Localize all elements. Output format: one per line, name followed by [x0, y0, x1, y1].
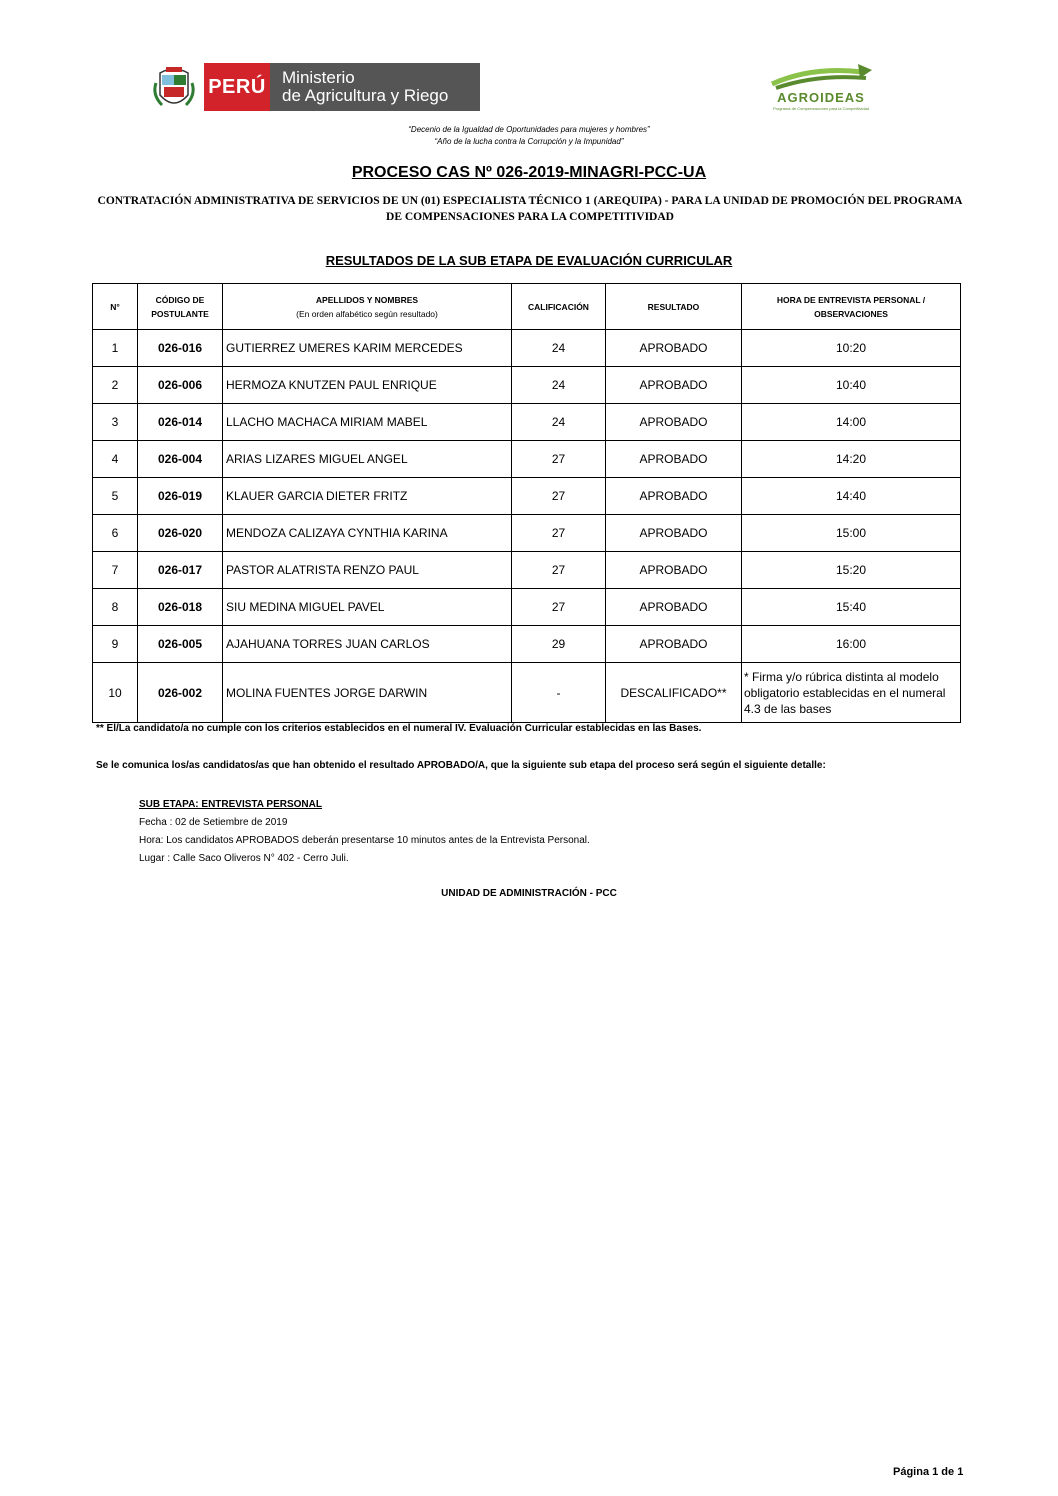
row-code: 026-018 [138, 589, 223, 626]
row-score: 27 [512, 515, 606, 552]
row-num: 4 [93, 441, 138, 478]
row-score: 29 [512, 626, 606, 663]
table-row [93, 515, 961, 552]
interview-time-note: Hora: Los candidatos APROBADOS deberán presentarse 10 minutos antes de la Entrevista Personal. [139, 835, 590, 846]
table-row [93, 441, 961, 478]
row-num: 5 [93, 478, 138, 515]
row-time: 10:40 [742, 367, 961, 404]
ministry-line1: Ministerio [282, 68, 355, 87]
row-code: 026-002 [138, 663, 223, 723]
row-score: 27 [512, 589, 606, 626]
header-name-line1: APELLIDOS Y NOMBRES [315, 294, 419, 305]
row-result: APROBADO [606, 367, 742, 404]
row-code: 026-017 [138, 552, 223, 589]
row-name: MENDOZA CALIZAYA CYNTHIA KARINA [223, 515, 512, 552]
agroideas-name: AGROIDEAS [777, 90, 865, 105]
interview-place: Lugar : Calle Saco Oliveros N° 402 - Cerro Juli. [139, 853, 349, 864]
ministry-logo [204, 63, 480, 111]
decade-quote: “Decenio de la Igualdad de Oportunidades para mujeres y hombres” [408, 125, 650, 134]
row-score: 27 [512, 478, 606, 515]
row-time: 14:20 [742, 441, 961, 478]
row-num: 3 [93, 404, 138, 441]
year-quote: “Año de la lucha contra la Corrupción y la Impunidad” [434, 137, 624, 146]
row-code: 026-019 [138, 478, 223, 515]
footnote: ** El/La candidato/a no cumple con los criterios establecidos en el numeral IV. Evaluación Curricular establecidas en las Bases. [96, 723, 702, 734]
peru-label: PERÚ [204, 63, 270, 111]
row-time: 15:00 [742, 515, 961, 552]
header-time-line1: HORA DE ENTREVISTA PERSONAL / [776, 294, 926, 305]
row-code: 026-006 [138, 367, 223, 404]
row-name: PASTOR ALATRISTA RENZO PAUL [223, 552, 512, 589]
row-score: 27 [512, 441, 606, 478]
table-row [93, 478, 961, 515]
ministry-line2: de Agricultura y Riego [282, 86, 449, 105]
page-title: PROCESO CAS Nº 026-2019-MINAGRI-PCC-UA [351, 164, 707, 181]
row-time: 10:20 [742, 330, 961, 367]
row-result: APROBADO [606, 589, 742, 626]
page-subtitle: CONTRATACIÓN ADMINISTRATIVA DE SERVICIOS DE UN (01) ESPECIALISTA TÉCNICO 1 (AREQUIPA) - PARA LA UNIDAD DE PROMOCIÓN DEL PROGRAMA DE COMPENSACIONES PARA LA COMPETITIVIDAD [97, 195, 963, 223]
header-result: RESULTADO [606, 284, 742, 330]
table-row [93, 589, 961, 626]
header-name [223, 284, 512, 330]
row-observation: * Firma y/o rúbrica distinta al modelo obligatorio establecidas en el numeral 4.3 de las bases [742, 663, 961, 723]
row-num: 7 [93, 552, 138, 589]
row-num: 1 [93, 330, 138, 367]
row-name: ARIAS LIZARES MIGUEL ANGEL [223, 441, 512, 478]
row-num: 9 [93, 626, 138, 663]
row-name: KLAUER GARCIA DIETER FRITZ [223, 478, 512, 515]
row-result: APROBADO [606, 441, 742, 478]
issuing-unit: UNIDAD DE ADMINISTRACIÓN - PCC [441, 888, 617, 899]
row-result: APROBADO [606, 515, 742, 552]
row-name: MOLINA FUENTES JORGE DARWIN [223, 663, 512, 723]
interview-date: Fecha : 02 de Setiembre de 2019 [139, 817, 288, 828]
row-result: APROBADO [606, 552, 742, 589]
header-num: N° [93, 284, 138, 330]
results-table [92, 283, 961, 723]
row-score: - [512, 663, 606, 723]
row-result: APROBADO [606, 478, 742, 515]
row-name: LLACHO MACHACA MIRIAM MABEL [223, 404, 512, 441]
row-score: 27 [512, 552, 606, 589]
header-code-line2: POSTULANTE [151, 308, 209, 319]
row-name: GUTIERREZ UMERES KARIM MERCEDES [223, 330, 512, 367]
sub-stage-heading: SUB ETAPA: ENTREVISTA PERSONAL [139, 799, 322, 810]
row-time: 16:00 [742, 626, 961, 663]
row-num: 10 [93, 663, 138, 723]
row-score: 24 [512, 404, 606, 441]
header-name-line2: (En orden alfabético según resultado) [296, 308, 438, 319]
row-num: 6 [93, 515, 138, 552]
row-code: 026-016 [138, 330, 223, 367]
row-time: 14:00 [742, 404, 961, 441]
row-time: 14:40 [742, 478, 961, 515]
agroideas-tagline: Programa de Compensaciones para la Competitividad [772, 106, 870, 111]
page-number: Página 1 de 1 [893, 1466, 964, 1478]
row-result: APROBADO [606, 330, 742, 367]
row-result: APROBADO [606, 626, 742, 663]
row-code: 026-020 [138, 515, 223, 552]
table-header-row [93, 284, 961, 330]
results-title: RESULTADOS DE LA SUB ETAPA DE EVALUACIÓN CURRICULAR [325, 253, 733, 268]
row-result: DESCALIFICADO** [606, 663, 742, 723]
header-code-line1: CÓDIGO DE [155, 294, 205, 305]
row-code: 026-014 [138, 404, 223, 441]
header-time-line2: OBSERVACIONES [814, 308, 888, 319]
row-name: HERMOZA KNUTZEN PAUL ENRIQUE [223, 367, 512, 404]
row-time: 15:40 [742, 589, 961, 626]
row-score: 24 [512, 367, 606, 404]
table-row [93, 663, 961, 723]
row-result: APROBADO [606, 404, 742, 441]
agroideas-logo [762, 62, 880, 112]
peru-coat-of-arms-icon [150, 65, 198, 113]
row-code: 026-005 [138, 626, 223, 663]
header-score: CALIFICACIÓN [512, 284, 606, 330]
ministry-name [270, 63, 480, 111]
row-name: SIU MEDINA MIGUEL PAVEL [223, 589, 512, 626]
row-score: 24 [512, 330, 606, 367]
row-code: 026-004 [138, 441, 223, 478]
row-num: 2 [93, 367, 138, 404]
row-num: 8 [93, 589, 138, 626]
table-row [93, 552, 961, 589]
table-row [93, 626, 961, 663]
header-time [742, 284, 961, 330]
table-row [93, 367, 961, 404]
row-name: AJAHUANA TORRES JUAN CARLOS [223, 626, 512, 663]
table-row [93, 404, 961, 441]
communication-text: Se le comunica los/as candidatos/as que han obtenido el resultado APROBADO/A, que la siguiente sub etapa del proceso será según el siguiente detalle: [96, 760, 826, 771]
table-row [93, 330, 961, 367]
agroideas-arrow-icon [762, 62, 880, 92]
row-time: 15:20 [742, 552, 961, 589]
header-code [138, 284, 223, 330]
